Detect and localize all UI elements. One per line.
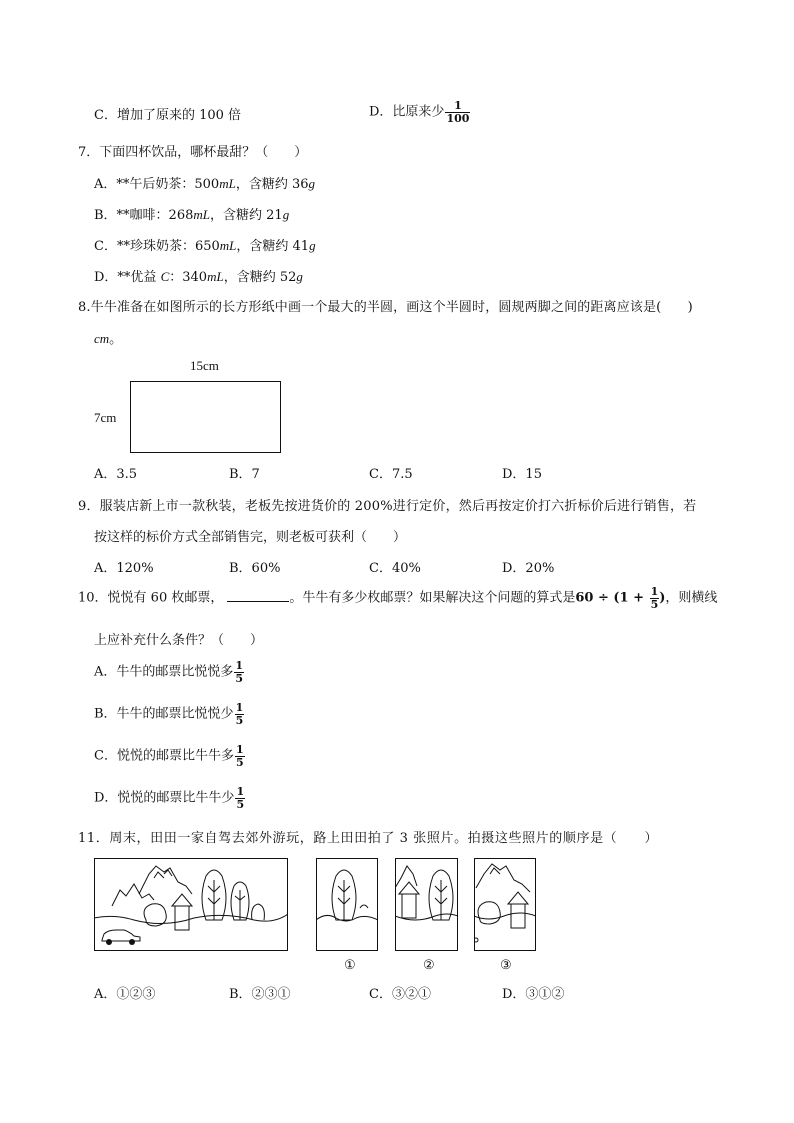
- fraction-denominator: 5: [235, 713, 244, 727]
- fraction-denominator: 5: [650, 597, 659, 611]
- fraction-numerator: 1: [235, 743, 244, 756]
- q7-d-brand: C: [160, 269, 170, 284]
- q10-a-text: A．牛牛的邮票比悦悦多: [94, 664, 234, 680]
- q7-a-gram: g: [308, 176, 316, 191]
- q10-stem-line1: [78, 586, 717, 610]
- q8-option-d[interactable]: D．15: [502, 467, 542, 482]
- q8-option-a[interactable]: A．3.5: [94, 467, 138, 482]
- q10-stem-end: ，则横线: [665, 590, 718, 606]
- q7-b-unit: mL: [193, 207, 210, 222]
- q10-d-text: D．悦悦的邮票比牛牛少: [94, 790, 235, 806]
- q7-d-text: D．**优益: [94, 270, 161, 285]
- q9-option-d[interactable]: D．20%: [502, 561, 555, 576]
- q7-a-mid: ，含糖约 36: [235, 177, 309, 192]
- q8-rectangle: [130, 381, 281, 453]
- q11-option-b[interactable]: B．②③①: [229, 987, 291, 1002]
- fraction-numerator: 1: [650, 585, 659, 598]
- q7-c-mid: ，含糖约 41: [236, 239, 310, 254]
- q11-photo-label-1: ①: [344, 958, 356, 973]
- q8-option-b[interactable]: B．7: [229, 467, 260, 482]
- q7-option-d[interactable]: [94, 269, 303, 286]
- q10-formula-fraction: [650, 586, 660, 610]
- q7-stem: 7．下面四杯饮品，哪杯最甜？（ ）: [78, 145, 308, 160]
- q9-stem-line1: 9．服装店新上市一款秋装，老板先按进货价的 200%进行定价，然后再按定价打六折标价后进行销售，若: [78, 499, 697, 514]
- fraction-denominator: 100: [446, 111, 470, 125]
- q7-option-c[interactable]: [94, 238, 316, 255]
- q10-a-fraction: [234, 660, 244, 684]
- q11-photo-1: [316, 858, 378, 952]
- q11-stem: 11．周末，田田一家自驾去郊外游玩，路上田田拍了 3 张照片。拍摄这些照片的顺序是（ ）: [78, 831, 659, 846]
- q7-b-text: B．**咖啡：268: [94, 208, 194, 223]
- q9-option-a[interactable]: A．120%: [94, 561, 154, 576]
- q7-a-text: A．**午后奶茶：500: [94, 177, 220, 192]
- q10-b-text: B．牛牛的邮票比悦悦少: [94, 706, 234, 722]
- fraction-denominator: 5: [235, 671, 244, 685]
- q8-stem: 8.牛牛准备在如图所示的长方形纸中画一个最大的半圆，画这个半圆时，圆规两脚之间的距离应该是( ): [78, 300, 693, 315]
- q7-c-unit: mL: [219, 238, 237, 253]
- fraction-numerator: 1: [454, 99, 462, 112]
- q9-option-b[interactable]: B．60%: [229, 561, 281, 576]
- q7-option-a[interactable]: [94, 176, 315, 193]
- q10-c-fraction: [235, 744, 245, 768]
- q10-formula-pre: 60 ÷ (1 +: [575, 590, 649, 606]
- q11-photo-label-2: ②: [423, 958, 435, 973]
- q7-option-b[interactable]: [94, 207, 289, 224]
- q7-c-gram: g: [309, 238, 316, 253]
- q10-b-fraction: [235, 702, 245, 726]
- q11-option-d[interactable]: D．③①②: [502, 987, 565, 1002]
- q10-option-a[interactable]: [94, 660, 244, 684]
- fraction-numerator: 1: [235, 701, 244, 714]
- q10-blank-line[interactable]: [227, 589, 289, 602]
- q8-option-c[interactable]: C．7.5: [369, 467, 413, 482]
- q11-photo-2: [395, 858, 458, 952]
- q10-stem-mid: 。牛牛有多少枚邮票？如果解决这个问题的算式是: [289, 590, 576, 606]
- q7-b-mid: ，含糖约 21: [210, 208, 283, 223]
- q11-scene-image: [94, 858, 288, 952]
- q6-option-c[interactable]: C．增加了原来的 100 倍: [94, 108, 242, 123]
- q10-c-text: C．悦悦的邮票比牛牛多: [94, 748, 234, 764]
- q7-d-unit: mL: [207, 269, 224, 284]
- q10-option-d[interactable]: [94, 786, 245, 810]
- q7-a-unit: mL: [219, 176, 236, 191]
- q8-stem-end: 。: [109, 332, 123, 347]
- fraction-denominator: 5: [236, 797, 245, 811]
- q9-option-c[interactable]: C．40%: [369, 561, 421, 576]
- q8-unit-cm: cm: [94, 331, 110, 346]
- q7-d-mid1: ：340: [169, 270, 208, 285]
- q6-option-d-fraction: [445, 100, 470, 124]
- q10-option-b[interactable]: [94, 702, 244, 726]
- fraction-numerator: 1: [236, 785, 245, 798]
- q8-height-label: 7cm: [94, 410, 117, 425]
- q11-option-c[interactable]: C．③②①: [369, 987, 431, 1002]
- q11-photo-3: [474, 858, 536, 952]
- q9-stem-line2: 按这样的标价方式全部销售完，则老板可获利（ ）: [94, 530, 407, 545]
- q7-d-mid: ，含糖约 52: [223, 270, 297, 285]
- q8-width-label: 15cm: [190, 358, 219, 373]
- q7-c-text: C．**珍珠奶茶：650: [94, 239, 220, 254]
- fraction-numerator: 1: [235, 659, 244, 672]
- q6-option-d-text: D．比原来少: [369, 104, 445, 120]
- q10-option-c[interactable]: [94, 744, 245, 768]
- q10-d-fraction: [235, 786, 245, 810]
- q10-stem-pre: 10．悦悦有 60 枚邮票，: [78, 590, 224, 606]
- fraction-denominator: 5: [235, 755, 244, 769]
- q10-formula-post: ): [659, 590, 666, 606]
- q11-photo-label-3: ③: [500, 958, 512, 973]
- q10-stem-line2: 上应补充什么条件？（ ）: [94, 633, 264, 648]
- q7-b-gram: g: [282, 207, 290, 222]
- q11-option-a[interactable]: A．①②③: [94, 987, 156, 1002]
- q6-option-d[interactable]: [369, 100, 470, 124]
- q8-stem-unit: [94, 331, 122, 348]
- q7-d-gram: g: [296, 269, 303, 284]
